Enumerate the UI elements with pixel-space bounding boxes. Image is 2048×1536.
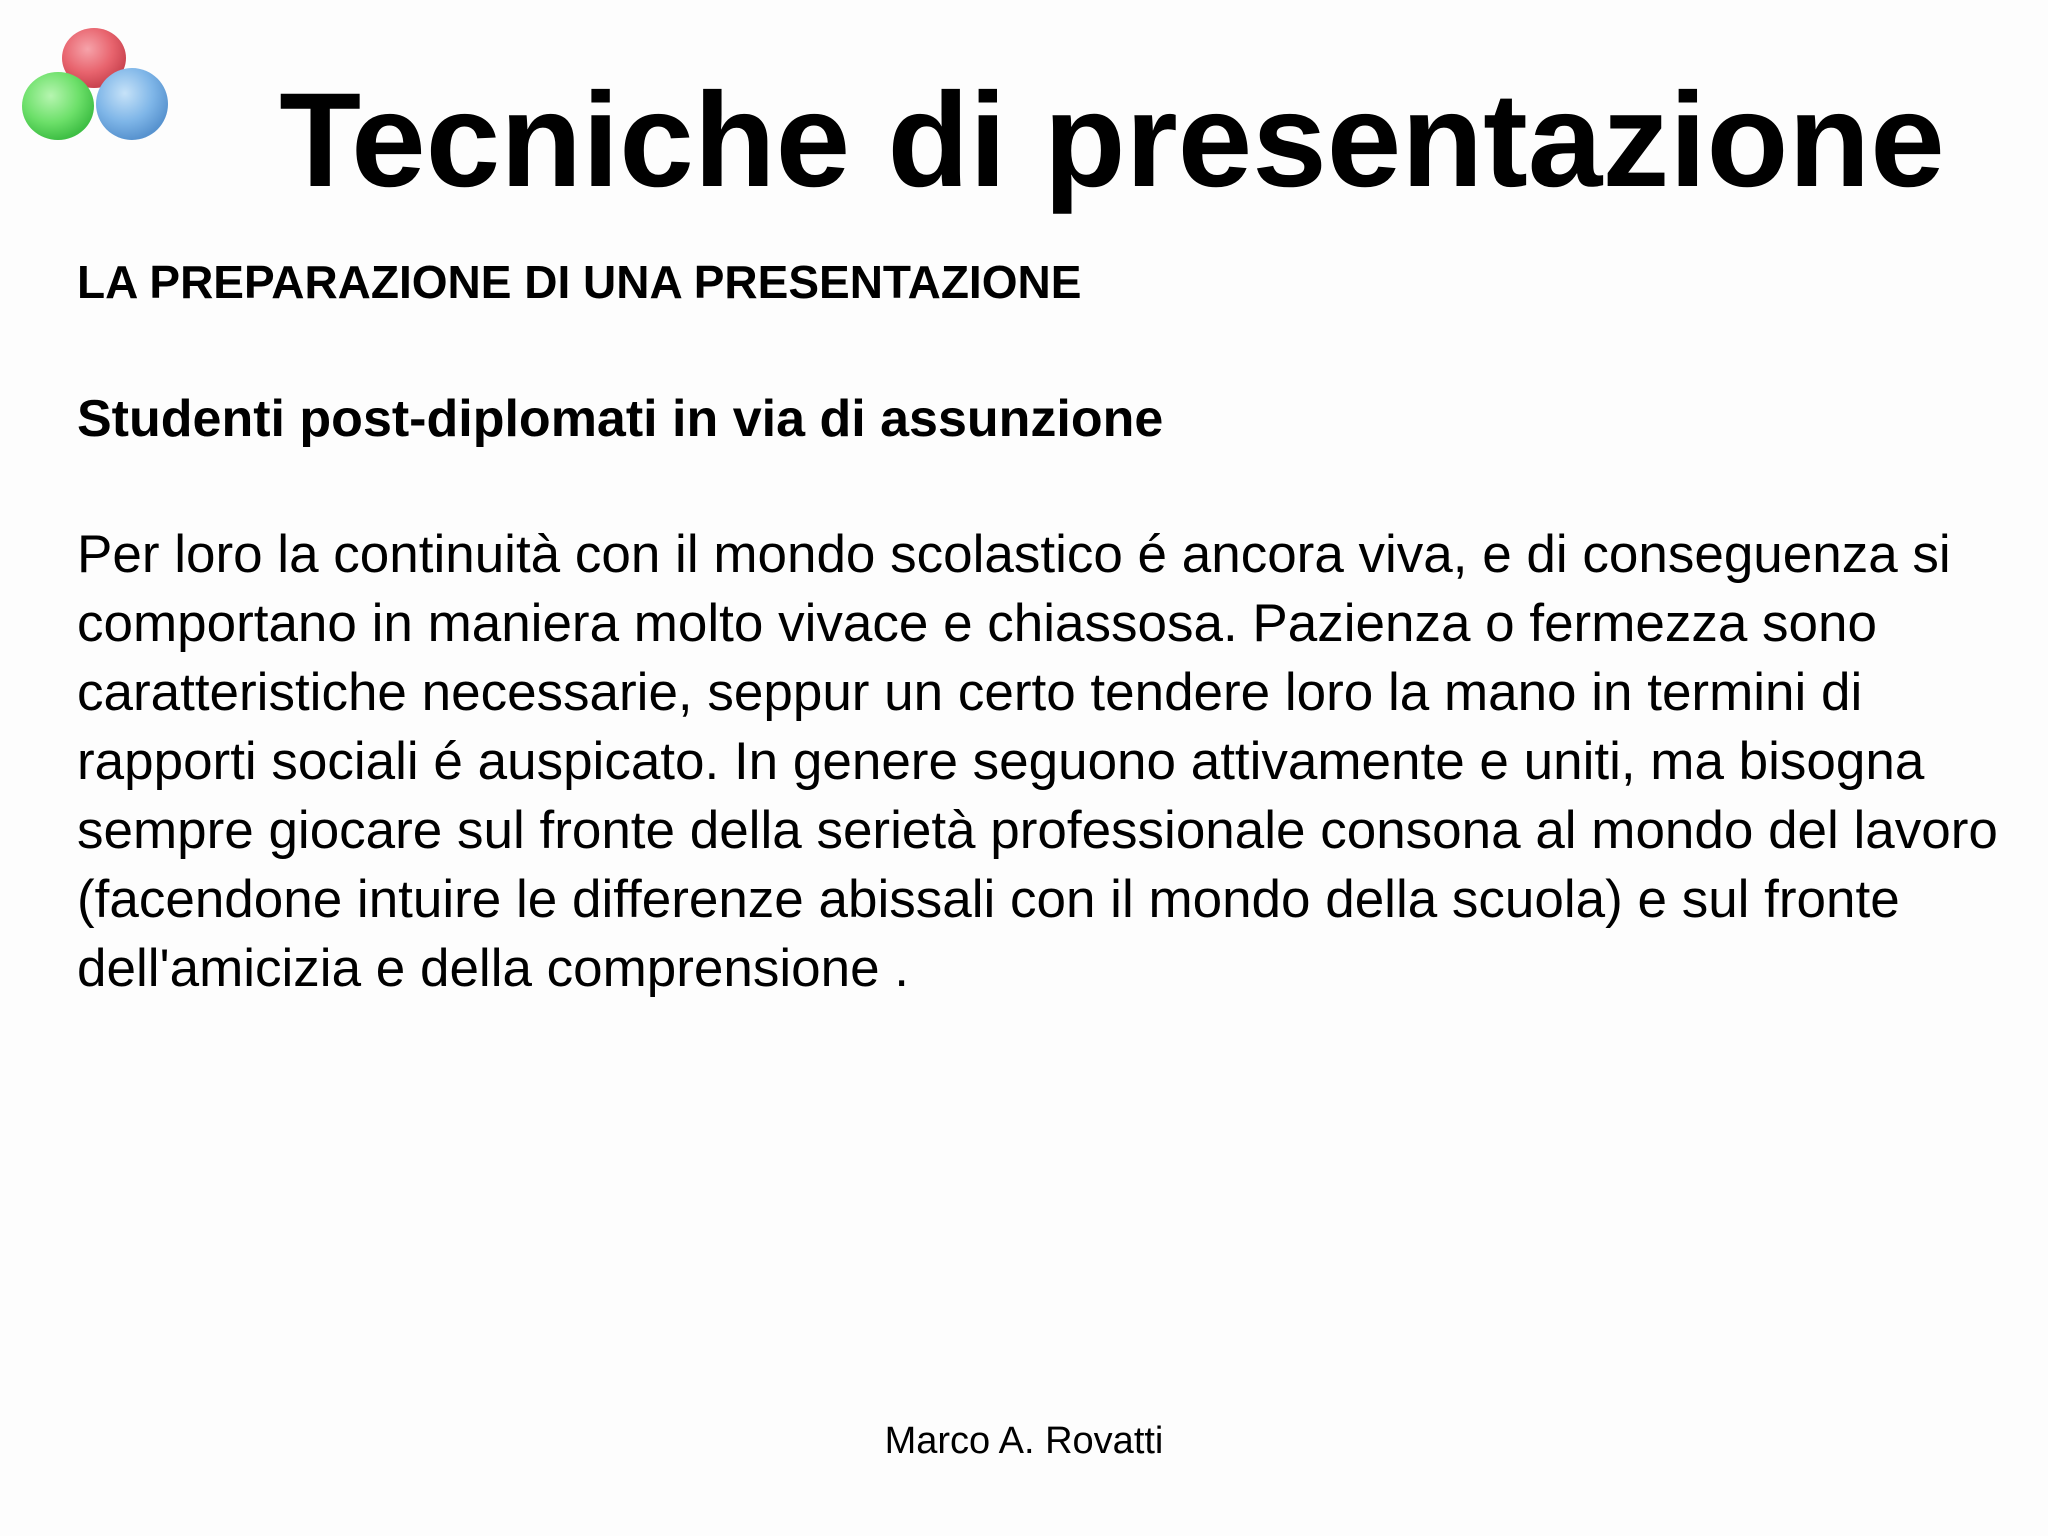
section-heading: LA PREPARAZIONE DI UNA PRESENTAZIONE (77, 256, 1082, 308)
audience-subheading: Studenti post-diplomati in via di assunzione (77, 390, 1164, 448)
body-paragraph: Per loro la continuità con il mondo scolastico é ancora viva, e di conseguenza si comportano in maniera molto vivace e chiassosa. Pazienza o fermezza sono caratteristiche necessarie, seppur un certo tendere loro la mano in termini di rapporti sociali é auspicato. In genere seguono attivamente e uniti, ma bisogna sempre giocare sul fronte della serietà professionale consona al mondo del lavoro (facendone intuire le differenze abissali con il mondo della scuola) e sul fronte dell'amicizia e della comprensione . (77, 525, 1998, 998)
author-footer: Marco A. Rovatti (884, 1420, 1164, 1462)
slide-title: Tecniche di presentazione (279, 66, 1945, 215)
